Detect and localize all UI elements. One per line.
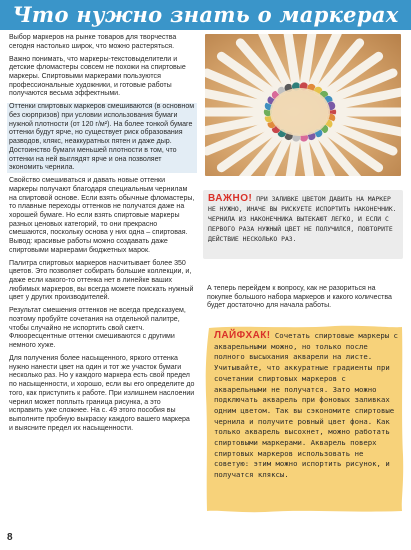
page-title: Что нужно знать о маркерах [12, 2, 399, 27]
left-column [9, 34, 195, 438]
paragraph-types: Важно понимать, что маркеры-текстовыделители и детские фломастеры совсем не похожи на спиртовые маркеры. Спиртовыми маркерами пользуются профессиональные художники, и готовые работы получаются весьма эффектными. [9, 55, 186, 98]
lifehack-note-text [214, 331, 399, 481]
paragraph-mixing: Свойство смешиваться и давать новые оттенки маркеры получают благодаря специальным чернилам на спиртовой основе. Если взять обычные фломастеры, то плавные переходы оттенков не получатся даже на хорошей бумаге. Но если взять спиртовые маркеры разных ценовых категорий, то они прекрасно смешаются, поскольку основа у них одна – спиртовая. Вывод: красивые работы можно создавать даже спиртовыми маркерами бюджетных марок. [9, 177, 195, 254]
markers-photo-illustration [205, 34, 401, 176]
paragraph-saturation: Для получения более насыщенного, яркого оттенка нужно нанести цвет на один и тот же участок бумаги несколько раз. Но у каждого маркера есть свой предел по насыщенности, и хорошо, если вы его определите до того, как приступить к работе. При излишнем наслоении чернил может поплыть граница рисунка, а это исправить уже сложнее. На с. 49 этого пособия вы выполните пробную выкраску каждого вашего маркера и выясните предел их насыщенности. [9, 355, 195, 432]
important-note-lead: ВАЖНО! [208, 193, 253, 204]
markers-photo [205, 34, 401, 176]
page-number: 8 [7, 532, 13, 543]
paragraph-results: Результат смешения оттенков не всегда предсказуем, поэтому пробуйте сочетания на отдельной палитре, чтобы случайно не испортить свой скетч. Флюоресцентные оттенки смешиваются с другими немного хуже. [9, 307, 186, 350]
paragraph-palette: Палитра спиртовых маркеров насчитывает более 350 цветов. Это позволяет собирать большие коллекции, и, даже если какого-то оттенка нет в линейке ваших любимых маркеров, вы всегда можете поискать нужный цвет у других производителей. [9, 259, 194, 302]
lifehack-note [205, 325, 404, 513]
important-note-body: ПРИ ЗАЛИВКЕ ЦВЕТОМ ДАВИТЬ НА МАРКЕР НЕ НУЖНО, ИНАЧЕ ВЫ РИСКУЕТЕ ИСПОРТИТЬ НАКОНЕЧНИК. ЧЕРНИЛА ИЗ НАКОНЕЧНИКА ВЫТЕКАЮТ ЛЕГКО, И ЕСЛИ С ПЕРВОГО РАЗА НУЖНЫЙ ЦВЕТ НЕ ПОЛУЧИЛСЯ, ПОВТОРИТЕ ДЕЙСТВИЕ НЕСКОЛЬКО РАЗ. [208, 195, 397, 243]
lifehack-note-body: Сочетать спиртовые маркеры с акварельными можно, но только после полного высыхания акварели на листе. Учитывайте, что аккуратные градиенты при сочетании спиртовых маркеров с акварельными не получатся. Зато можно подключать акварель при фоновых заливках одним цветом. Так вы сэкономите спиртовые чернила и получите ровный цвет фона. Как только акварель высохнет, можно работать спиртовыми маркерами. Акварель поверх спиртовых маркеров использовать не советую: этим можно испортить рисунок, и получатся кляксы. [214, 331, 398, 480]
paragraph-intro: Выбор маркеров на рынке товаров для творчества сегодня настолько широк, что можно растеряться. [9, 34, 177, 50]
paragraph-budget: А теперь перейдем к вопросу, как не разориться на покупке большого набора маркеров и какого количества будет достаточно для начала работы. [207, 285, 392, 310]
paragraph-paper: Оттенки спиртовых маркеров смешиваются (в основном без сюрпризов) при условии использования бумаги нужной плотности (от 120 г/м²). На более тонкой бумаге оттенки будут ярче, но существует риск образования разводов, клякс, неаккуратных пятен и даже дыр. Достоинство бумаги меньшей плотности в том, что оттенки на ней выглядят ярче и она позволяет экономить чернила. [7, 103, 197, 173]
right-column-intro [207, 285, 400, 311]
lifehack-note-lead: ЛАЙФХАК! [214, 330, 271, 341]
important-note [203, 190, 403, 259]
important-note-text [208, 194, 400, 245]
